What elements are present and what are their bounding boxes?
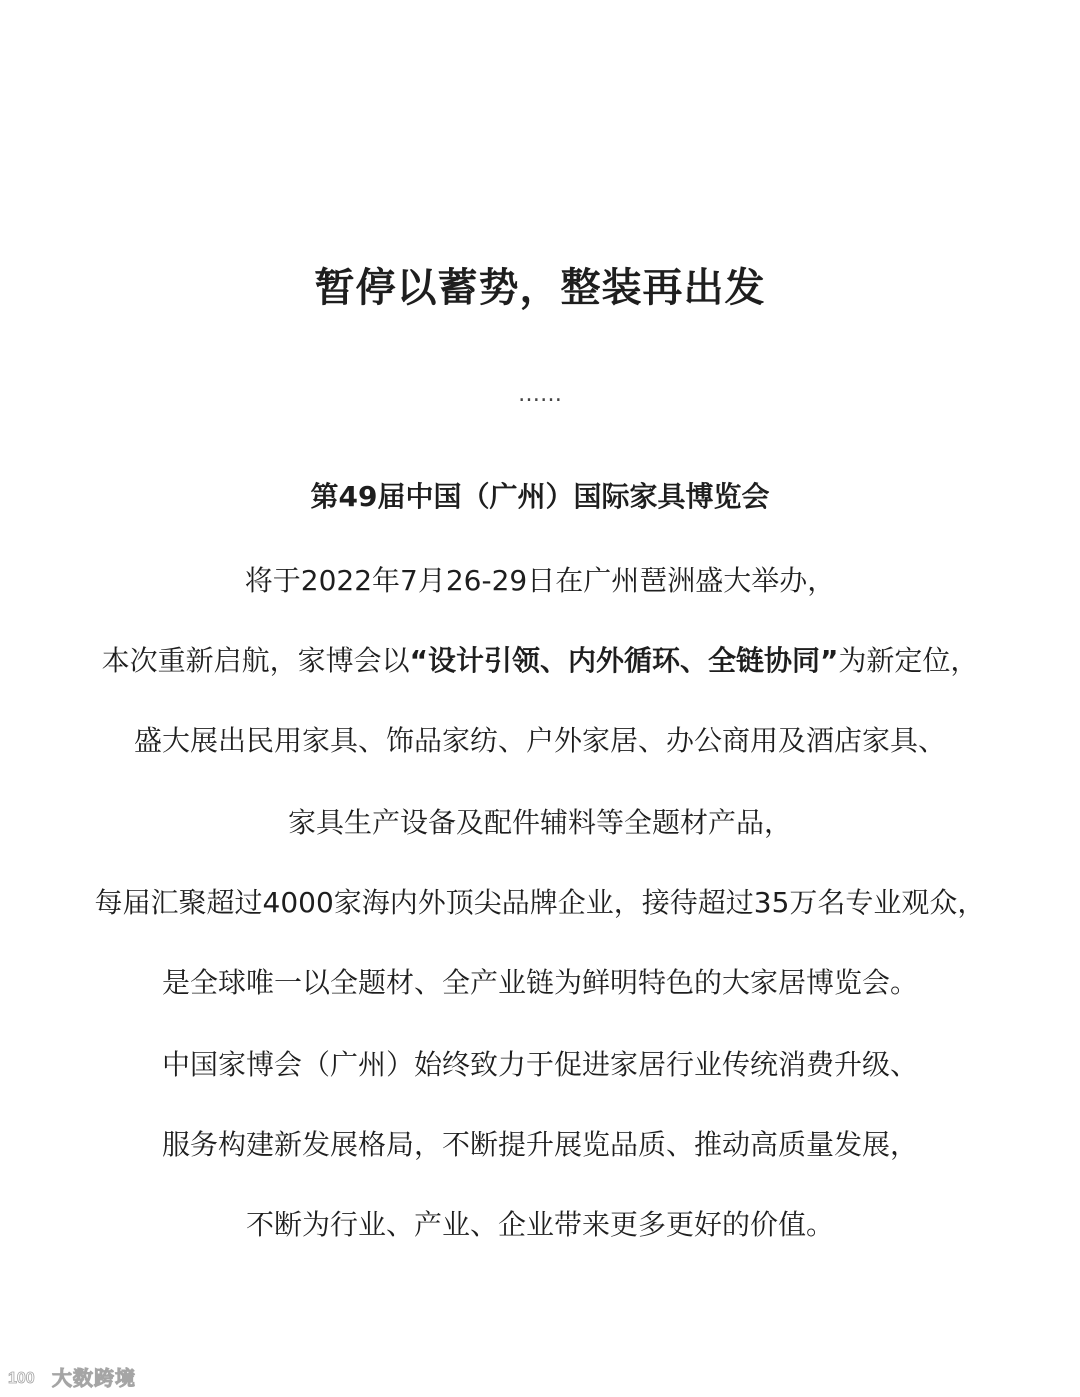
- expo-name-heading: 第49届中国（广州）国际家具博览会: [310, 480, 770, 513]
- paragraph-uniqueness: 是全球唯一以全题材、全产业链为鲜明特色的大家居博览会。: [161, 966, 918, 999]
- paragraph-scale: 每届汇聚超过4000家海内外顶尖品牌企业，接待超过35万名专业观众，: [94, 886, 986, 919]
- positioning-quote: “设计引领、内外循环、全链协同”: [409, 644, 839, 677]
- paragraph-categories: 盛大展出民用家具、饰品家纺、户外家居、办公商用及酒店家具、: [133, 724, 946, 757]
- paragraph-mission: 中国家博会（广州）始终致力于促进家居行业传统消费升级、: [161, 1048, 918, 1081]
- paragraph-mission-cont: 服务构建新发展格局，不断提升展览品质、推动高质量发展，: [161, 1128, 918, 1161]
- page-title: 暂停以蓄势，整装再出发: [314, 265, 766, 311]
- paragraph-positioning: [0, 641, 1080, 681]
- ellipsis-divider: ……: [518, 382, 562, 407]
- watermark-logo-text: 100: [8, 1369, 35, 1387]
- paragraph-date: 将于2022年7月26-29日在广州琶洲盛大举办，: [244, 564, 836, 597]
- watermark-logo-icon: [6, 1364, 48, 1390]
- positioning-intro-text: 本次重新启航，家博会以: [101, 644, 410, 677]
- paragraph-categories-cont: 家具生产设备及配件辅料等全题材产品，: [287, 806, 792, 839]
- positioning-tail-text: 为新定位，: [838, 644, 979, 677]
- watermark: [6, 1362, 136, 1391]
- watermark-text: 大数跨境: [52, 1366, 136, 1390]
- paragraph-value: 不断为行业、产业、企业带来更多更好的价值。: [245, 1208, 834, 1241]
